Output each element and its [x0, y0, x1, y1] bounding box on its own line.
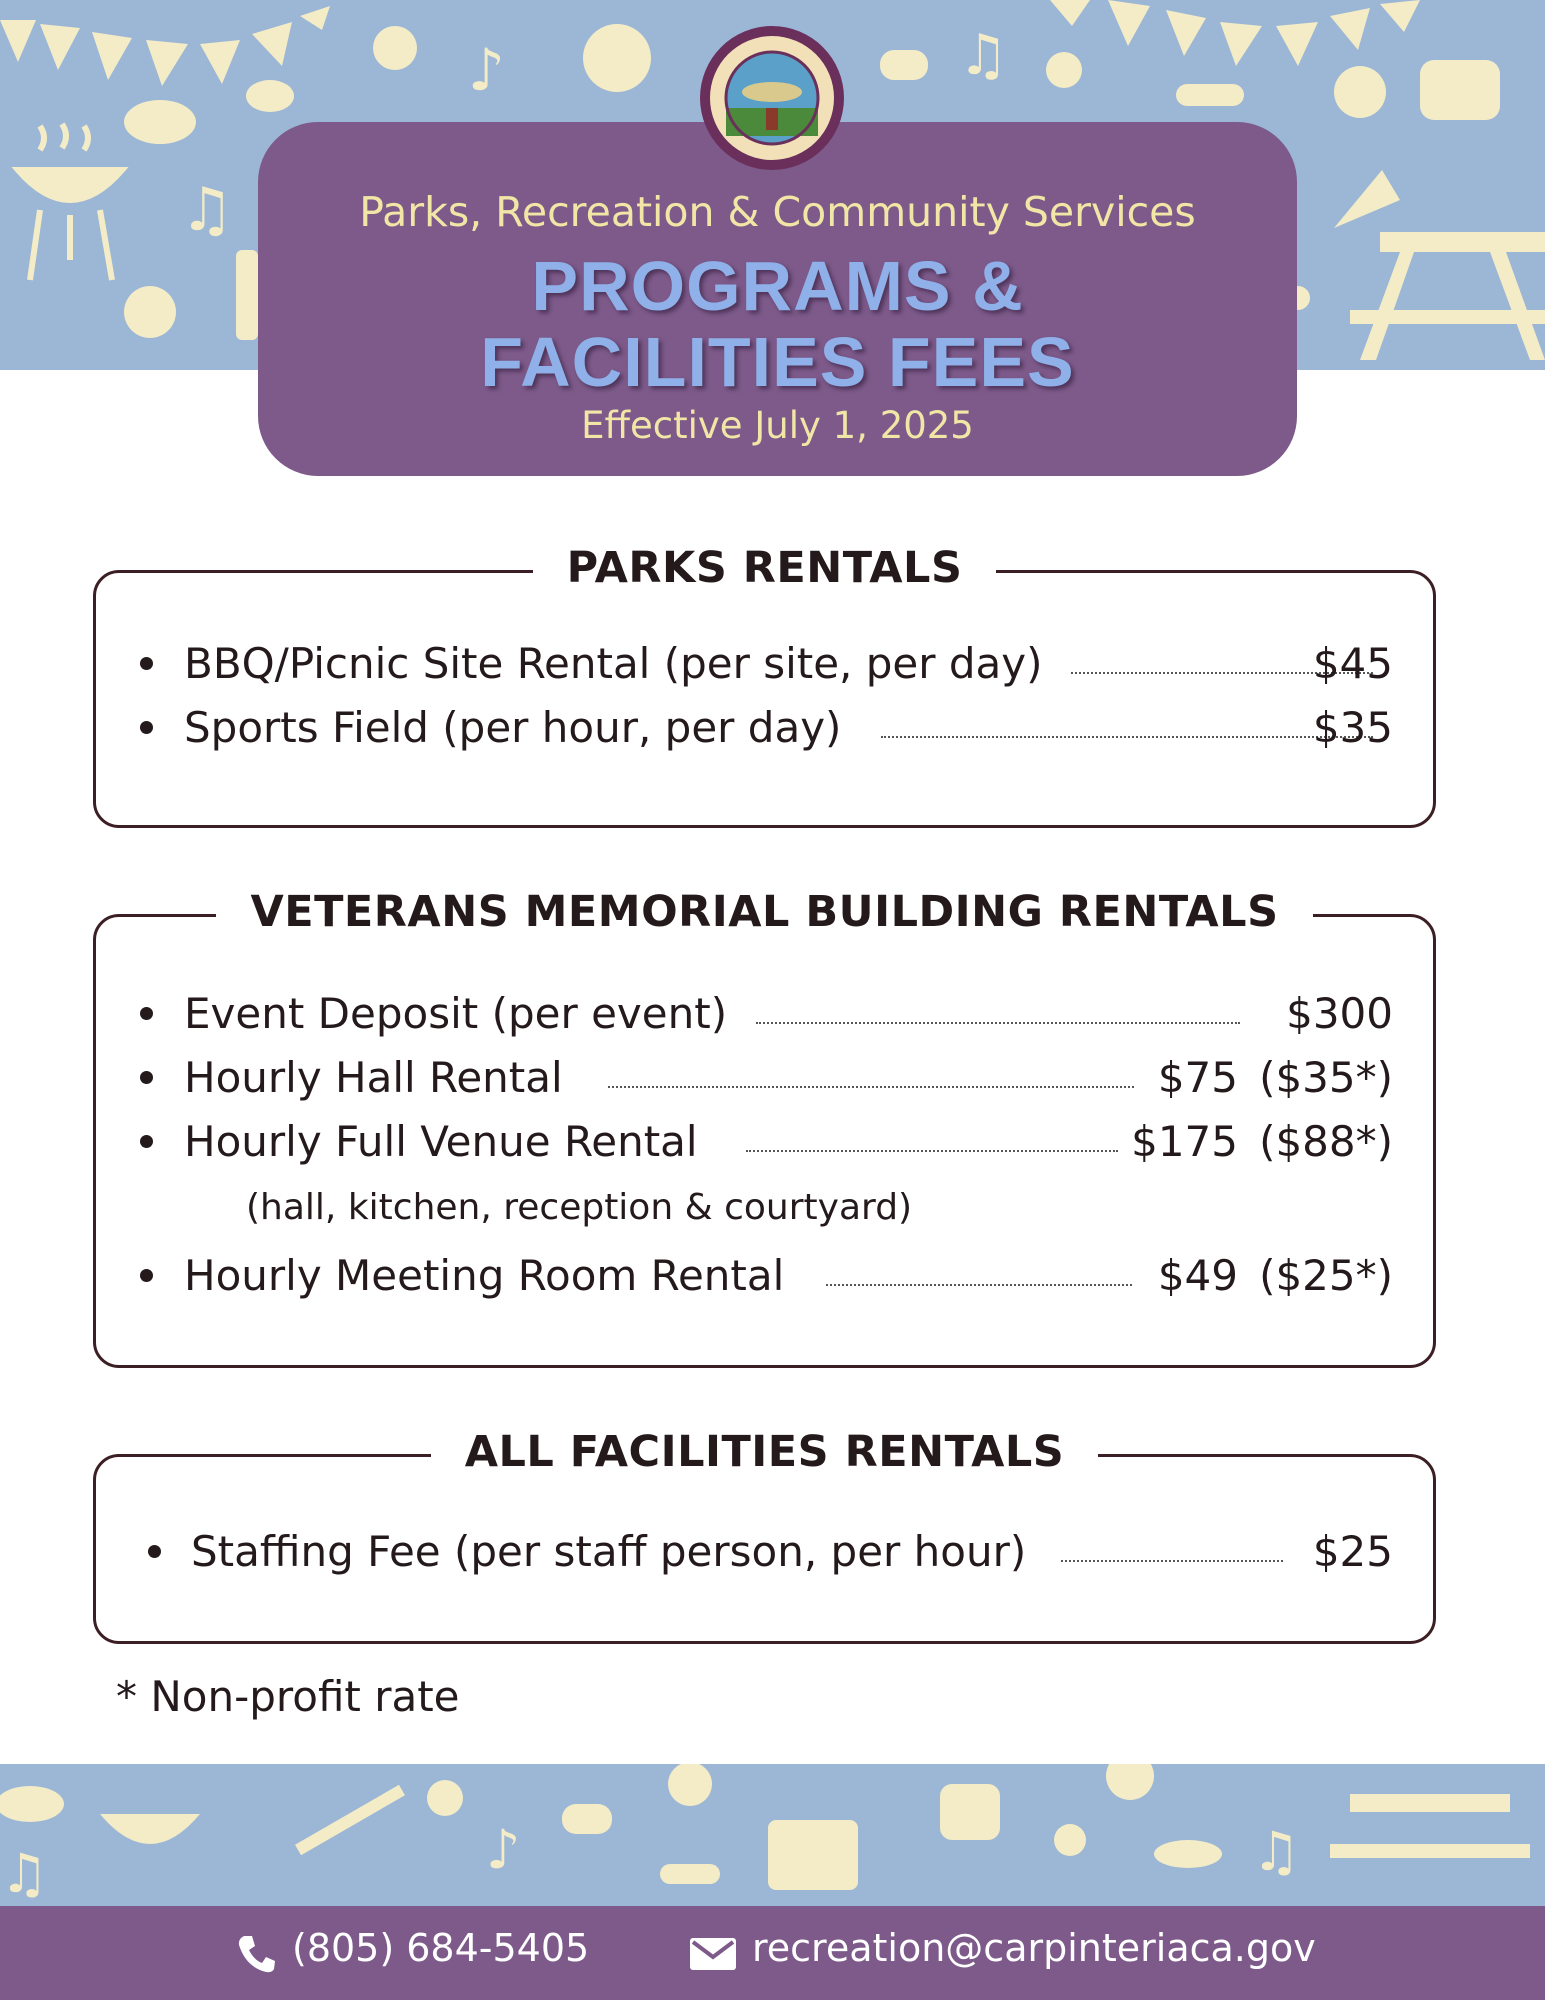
picnic-table-icon: [1350, 232, 1545, 360]
bullet-icon: [140, 1007, 153, 1020]
bullet-icon: [140, 657, 153, 670]
bbq-grill-icon: [18, 124, 122, 280]
spatula-icon: [295, 1785, 405, 1855]
email-icon: [690, 1938, 736, 1970]
dotted-leader: [1061, 1560, 1283, 1562]
bullet-icon: [140, 721, 153, 734]
hotdog-icon: [1154, 1840, 1222, 1868]
all-facilities-section: [93, 1427, 1436, 1644]
dotted-leader: [608, 1086, 1134, 1088]
fee-label: Hourly Full Venue Rental: [184, 1117, 698, 1166]
footnote: * Non-profit rate: [116, 1672, 460, 1721]
section-title: ALL FACILITIES RENTALS: [431, 1427, 1098, 1477]
picnic-table-bench: [1330, 1844, 1530, 1858]
svg-text:♫: ♫: [958, 23, 1009, 88]
title-card: [258, 122, 1297, 476]
bullet-icon: [148, 1545, 161, 1558]
phone-number[interactable]: (805) 684-5405: [292, 1926, 590, 1970]
fee-price: $300: [1286, 989, 1393, 1038]
fee-row: [96, 1053, 1433, 1109]
pinata-icon: [940, 1784, 1000, 1840]
svg-text:♪: ♪: [468, 36, 506, 104]
baseball-icon: [1054, 1824, 1086, 1856]
page-title-line2: FACILITIES FEES: [480, 323, 1075, 401]
nonprofit-price: ($88*): [1259, 1117, 1393, 1166]
veterans-building-section: [93, 887, 1436, 1368]
bottom-banner: [0, 1764, 1545, 1906]
bbq-grill-icon: [100, 1814, 200, 1844]
music-note-icon: ♫: [1252, 1820, 1301, 1883]
fee-label: Hourly Hall Rental: [184, 1053, 563, 1102]
city-seal-logo: [698, 24, 846, 172]
picnic-table-icon: [1350, 1794, 1510, 1812]
section-title: PARKS RENTALS: [533, 543, 997, 593]
baseball-icon: [427, 1780, 463, 1816]
music-note-icon: ♫: [0, 1842, 49, 1905]
dotted-leader: [756, 1022, 1240, 1024]
nonprofit-price: ($25*): [1259, 1251, 1393, 1300]
hotdog-icon: [660, 1864, 720, 1884]
fee-price: $25: [1312, 1527, 1393, 1576]
music-note-icon: ♪: [486, 1818, 521, 1881]
page-title-line1: PROGRAMS &: [531, 247, 1024, 325]
volleyball-icon: [1106, 1764, 1154, 1800]
soccer-ball-icon: [668, 1764, 712, 1806]
fee-price: $75: [1157, 1053, 1238, 1102]
bullet-icon: [140, 1135, 153, 1148]
fee-label: Staffing Fee (per staff person, per hour): [191, 1527, 1027, 1576]
fee-label: BBQ/Picnic Site Rental (per site, per day): [184, 639, 1043, 688]
fee-row: [96, 989, 1433, 1045]
fee-row: [96, 1117, 1433, 1173]
bullet-icon: [140, 1071, 153, 1084]
fee-label: Sports Field (per hour, per day): [184, 703, 842, 752]
department-name: Parks, Recreation & Community Services: [359, 188, 1196, 236]
taco-icon: [0, 1786, 64, 1822]
dotted-leader: [746, 1150, 1118, 1152]
fee-price: $175: [1131, 1117, 1238, 1166]
section-title: VETERANS MEMORIAL BUILDING RENTALS: [216, 887, 1312, 937]
fee-row: [96, 639, 1433, 695]
fee-row: [96, 1251, 1433, 1307]
fee-price: $49: [1157, 1251, 1238, 1300]
cake-icon: [768, 1820, 858, 1890]
nonprofit-price: ($35*): [1259, 1053, 1393, 1102]
fee-row: [96, 703, 1433, 759]
fee-price: $35: [1312, 703, 1393, 752]
svg-text:♫: ♫: [180, 175, 234, 245]
fee-row: [96, 1527, 1433, 1583]
fee-label: Event Deposit (per event): [184, 989, 728, 1038]
effective-date: Effective July 1, 2025: [581, 404, 974, 447]
phone-icon: [236, 1934, 276, 1974]
contact-footer: [0, 1906, 1545, 2000]
bullet-icon: [140, 1269, 153, 1282]
burger-icon: [562, 1804, 612, 1834]
email-address[interactable]: recreation@carpinteriaca.gov: [752, 1926, 1316, 1970]
parks-rentals-section: [93, 543, 1436, 828]
fee-sublabel: (hall, kitchen, reception & courtyard): [246, 1187, 913, 1228]
fee-price: $45: [1312, 639, 1393, 688]
party-decorations: [0, 1764, 1545, 1906]
dotted-leader: [826, 1284, 1132, 1286]
dotted-leader: [881, 736, 1373, 738]
fee-label: Hourly Meeting Room Rental: [184, 1251, 785, 1300]
